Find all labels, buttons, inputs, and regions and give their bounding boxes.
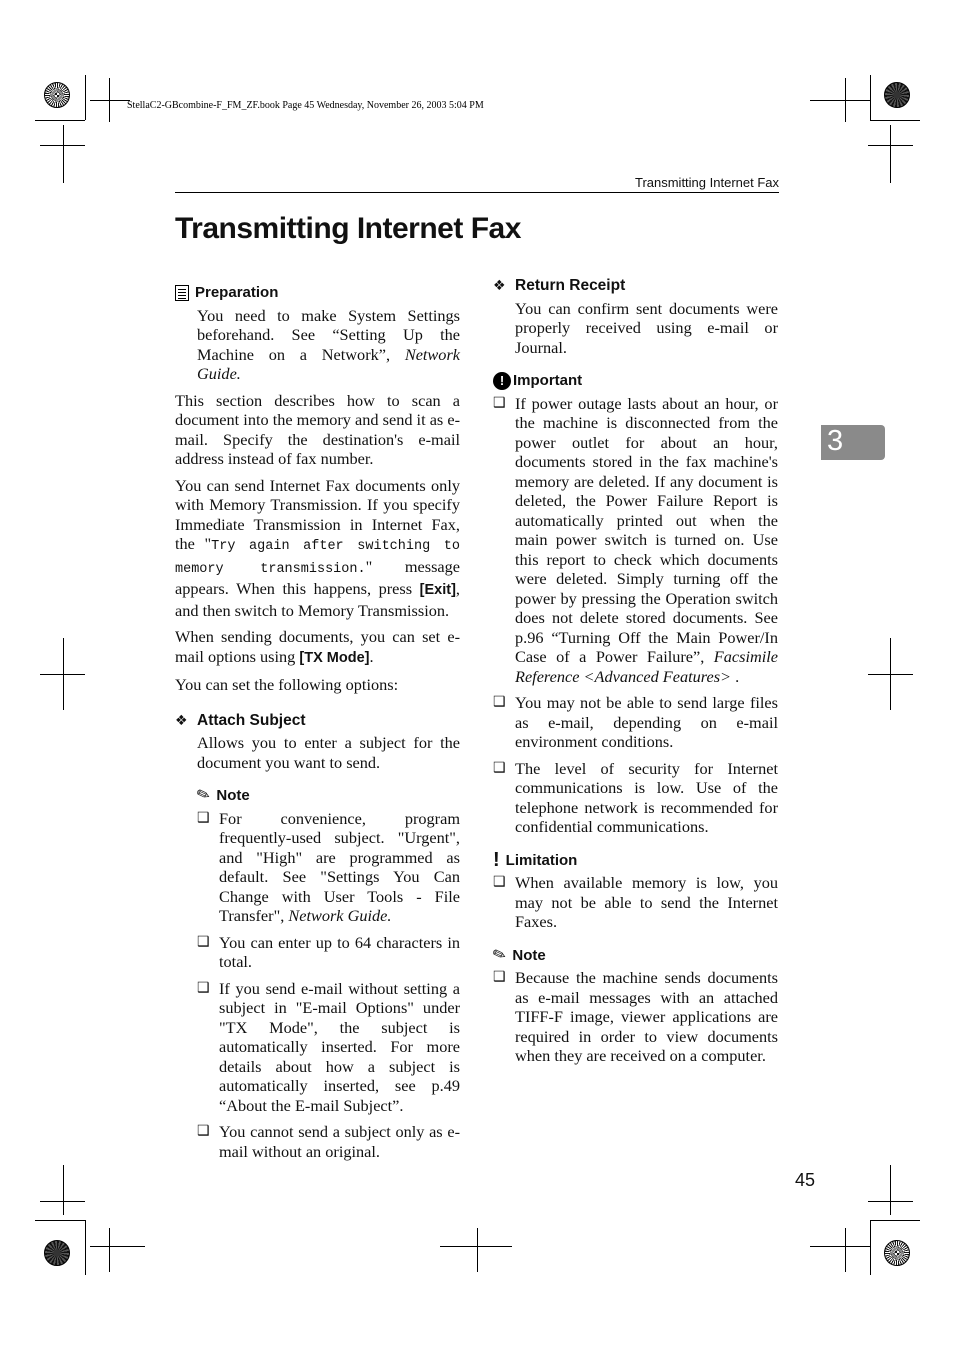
message-code: Try again after switching to memory transmission. (175, 539, 460, 577)
registration-rosette-icon (44, 1240, 70, 1266)
preparation-icon (175, 285, 189, 301)
important-item: ❑ You may not be able to send large files as e-mail, depending on e-mail environment conditions. (493, 693, 778, 751)
registration-rosette-icon (884, 1240, 910, 1266)
important-heading: ! Important (493, 371, 778, 391)
options-intro: You can set the following options: (175, 675, 399, 694)
checkbox-bullet-icon: ❑ (493, 760, 506, 776)
checkbox-bullet-icon: ❑ (493, 395, 506, 411)
preparation-text: You need to make System Settings beforehand. See “Setting Up the Machine on a Network”, Network Guide. (197, 305, 460, 383)
book-header: StellaC2-GBcombine-F_FM_ZF.book Page 45 Wednesday, November 26, 2003 5:04 PM (127, 100, 484, 111)
return-receipt-heading: ❖ Return Receipt (493, 277, 626, 294)
memory-transmission-paragraph: You can send Internet Fax documents only with Memory Transmission. If you specify Immediate Transmission in Internet Fax, the "Try again after switching to memory transmission." message appears. When this happens, press [Exit], and then switch to Memory Transmission. (175, 475, 460, 620)
right-column (490, 276, 778, 1073)
return-receipt-text: You can confirm sent documents were properly received using e-mail or Journal. (515, 298, 778, 357)
note-heading: ✎ Note (490, 944, 546, 966)
important-item: ❑ The level of security for Internet communications is low. Use of the telephone network is recommended for confidential communications. (493, 758, 778, 836)
exit-key-label: [Exit] (419, 582, 456, 598)
important-item: ❑ If power outage lasts about an hour, or the machine is disconnected from the power outlet for about an hour, documents stored in the fax machine's memory are deleted. If any document is deleted, the Power Failure Report is automatically printed out when the main power switch is turned on. Use this report to check which documents were deleted. Simply turning off the power by pressing the Operation switch does not delete stored documents. See p.96 “Turning Off the Main Power/In Case of a Power Failure”, Facsimile Reference <Advanced Features> . (493, 393, 778, 686)
checkbox-bullet-icon: ❑ (493, 970, 506, 985)
running-head: Transmitting Internet Fax (634, 175, 779, 190)
tx-mode-key-label: [TX Mode] (299, 649, 370, 666)
registration-rosette-icon (44, 82, 70, 108)
chapter-tab: 3 (821, 425, 885, 460)
pencil-icon: ✎ (490, 944, 509, 966)
note-item: ❑ Because the machine sends documents as e-mail messages with an attached TIFF-F image, viewer applications are required in order to view documents when they are received on a computer. (493, 968, 778, 1065)
checkbox-bullet-icon: ❑ (197, 980, 210, 996)
limitation-heading: ! Limitation (493, 849, 578, 872)
limitation-item: ❑ When available memory is low, you may not be able to send the Internet Faxes. (493, 873, 778, 931)
page-number: 45 (795, 1170, 816, 1190)
intro-paragraph: This section describes how to scan a document into the memory and send it as e-mail. Specify the destination's e-mail address instead of fax number. (175, 390, 460, 468)
note-item: ❑ For convenience, program frequently-used subject. "Urgent", and "High" are programmed as default. See "Settings You Can Change with User Tools - File Transfer", Network Guide. (197, 808, 460, 925)
checkbox-bullet-icon: ❑ (493, 695, 506, 710)
note-item: ❑ You cannot send a subject only as e-mail without an original. (197, 1122, 460, 1161)
note-heading: ✎ Note (194, 785, 250, 806)
diamond-bullet-icon: ❖ (175, 711, 188, 728)
checkbox-bullet-icon: ❑ (197, 934, 210, 950)
note-item: ❑ You can enter up to 64 characters in total. (197, 932, 460, 971)
note-item: ❑ If you send e-mail without setting a subject in "E-mail Options" under "TX Mode", the subject is automatically inserted. For more details about how a subject is automatically inserted, see p.49 “About the E-mail Subject”. (197, 978, 460, 1115)
page-title: Transmitting Internet Fax (175, 212, 521, 245)
checkbox-bullet-icon: ❑ (197, 810, 210, 826)
checkbox-bullet-icon: ❑ (197, 1124, 210, 1139)
important-icon: ! (493, 372, 511, 390)
diamond-bullet-icon: ❖ (493, 277, 506, 293)
header-rule (175, 192, 779, 193)
email-options-paragraph: When sending documents, you can set e-mail options using [TX Mode]. (175, 627, 460, 666)
attach-subject-text: Allows you to enter a subject for the document you want to send. (197, 733, 460, 772)
pencil-icon: ✎ (194, 785, 213, 806)
preparation-heading: Preparation (175, 283, 460, 303)
left-column (175, 283, 460, 1168)
registration-rosette-icon (884, 82, 910, 108)
attach-subject-heading: ❖ Attach Subject (175, 711, 306, 729)
exclamation-icon: ! (493, 849, 500, 872)
checkbox-bullet-icon: ❑ (493, 875, 506, 890)
